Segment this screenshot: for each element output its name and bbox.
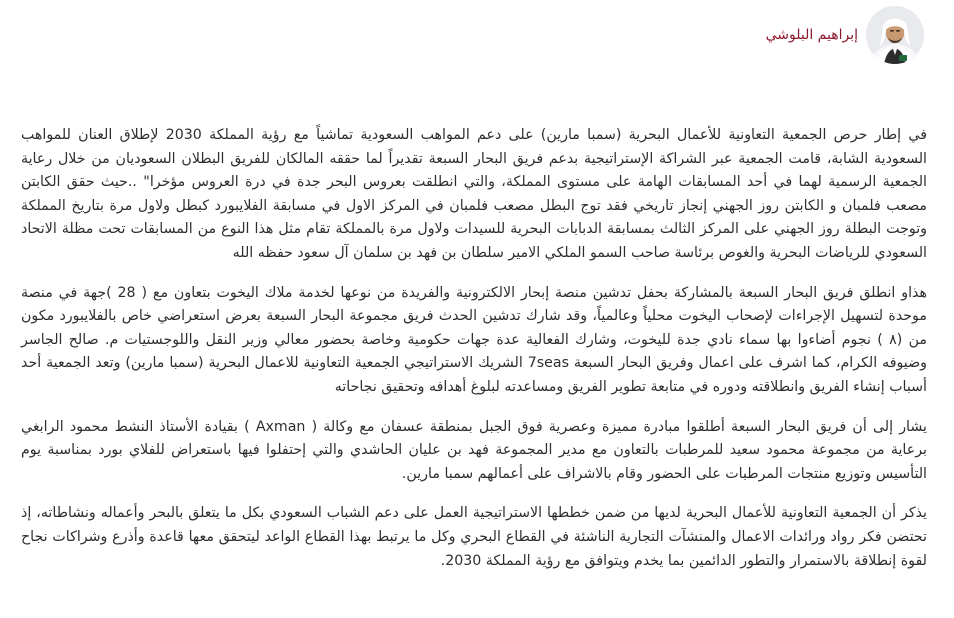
author-portrait-icon [866, 6, 924, 64]
article-paragraph-3: يشار إلى أن فريق البحار السبعة أطلقوا مبادرة مميزة وعصرية فوق الجبل بمنطقة عسفان مع وكالة ( Axman ) بقيادة الأستاذ النشط محمود الرابغي برعاية من مجموعة محمود سعيد للمرطبات بالتعاون مع مدير المجموعة فهد بن عليان الحاشدي والتي إحتفلوا فيها باستعراض للفلاي بورد بمناسبة يوم التأسيس وتوزيع منتجات المرطبات على الحضور وقام بالاشراف على أعمالهم سمبا مارين. [21, 418, 927, 482]
author-avatar[interactable] [866, 6, 924, 64]
author-header [766, 6, 924, 64]
article-paragraph-2: هذاو انطلق فريق البحار السبعة بالمشاركة بحفل تدشين منصة إبحار الالكترونية والفريدة من نوعها لخدمة ملاك اليخوت بتعاون مع ( 28 )جهة في منصة موحدة لتسهيل الإجراءات لإصحاب اليخوت محلياً وعالمياً، وقد شارك تدشين الحدث فريق مجموعة البحار السبعة بعرض استعراضي خاص بالفلايبورد مكون من (٨ ) نجوم أضاءوا بها سماء نادي جدة لليخوت، وشارك الفعالية عدة جهات حكومية وخاصة بحضور معالي وزير النقل واللوجستيات م. صالح الجاسر وضيوفه الكرام، كما اشرف على اعمال وفريق البحار السبعة 7seas الشريك الاستراتيجي الجمعية التعاونية للاعمال البحرية (سمبا مارين) وتعد الجمعية أحد أسباب إنشاء الفريق وانطلاقته ودوره في متابعة تطوير الفريق ومساعدته لبلوغ أهدافه وتحقيق نجاحاته [21, 284, 928, 395]
article-body [21, 124, 927, 589]
article-paragraph-4: يذكر أن الجمعية التعاونية للأعمال البحرية لديها من ضمن خططها الاستراتيجية العمل على دعم الشباب السعودي بكل ما يتعلق بالبحر وأعماله ونشاطاته، إذ تحتضن فكر رواد ورائدات الاعمال والمنشآت التجارية الناشئة في القطاع البحري وكل ما يرتبط بهذا القطاع الواعد ليتحقق معها قاعدة وأذرع وشراكات نجاح لقوة إنطلاقة بالاستمرار والتطور الدائمين بما يخدم ويتوافق مع رؤية المملكة 2030. [21, 505, 927, 569]
author-name[interactable]: إبراهيم البلوشي [765, 27, 858, 43]
article-paragraph-1: في إطار حرص الجمعية التعاونية للأعمال البحرية (سمبا مارين) على دعم المواهب السعودية تماشياً مع رؤية المملكة 2030 لإطلاق العنان للمواهب السعودية الشابة، قامت الجمعية عبر الشراكة الإستراتيجية بدعم فريق البحار السبعة تقديراً لما حققه المالكان للفريق البطلان السعوديان من خلال رعاية الجمعية الرسمية لهما في أحد المسابقات الهامة على مستوى المملكة، والتي انطلقت بعروس البحر جدة في درة العروس مؤخرا" ..حيث حقق الكابتن مصعب فلمبان و الكابتن روز الجهني إنجاز تاريخي فقد توج البطل مصعب فلمبان في المركز الاول في مسابقة الفلايبورد كبطل ولاول مرة بتاريخ المملكة وتوجت البطلة روز الجهني على المركز الثالث بمسابقة الدبابات البحرية للسيدات ولاول مرة بالمملكة تقام مثل هذا النوع من المسابقات تحت مظلة الاتحاد السعودي للرياضات البحرية والغوص برئاسة صاحب السمو الملكي الامير سلطان بن فهد بن سلمان آل سعود حفظه الله [21, 127, 927, 261]
